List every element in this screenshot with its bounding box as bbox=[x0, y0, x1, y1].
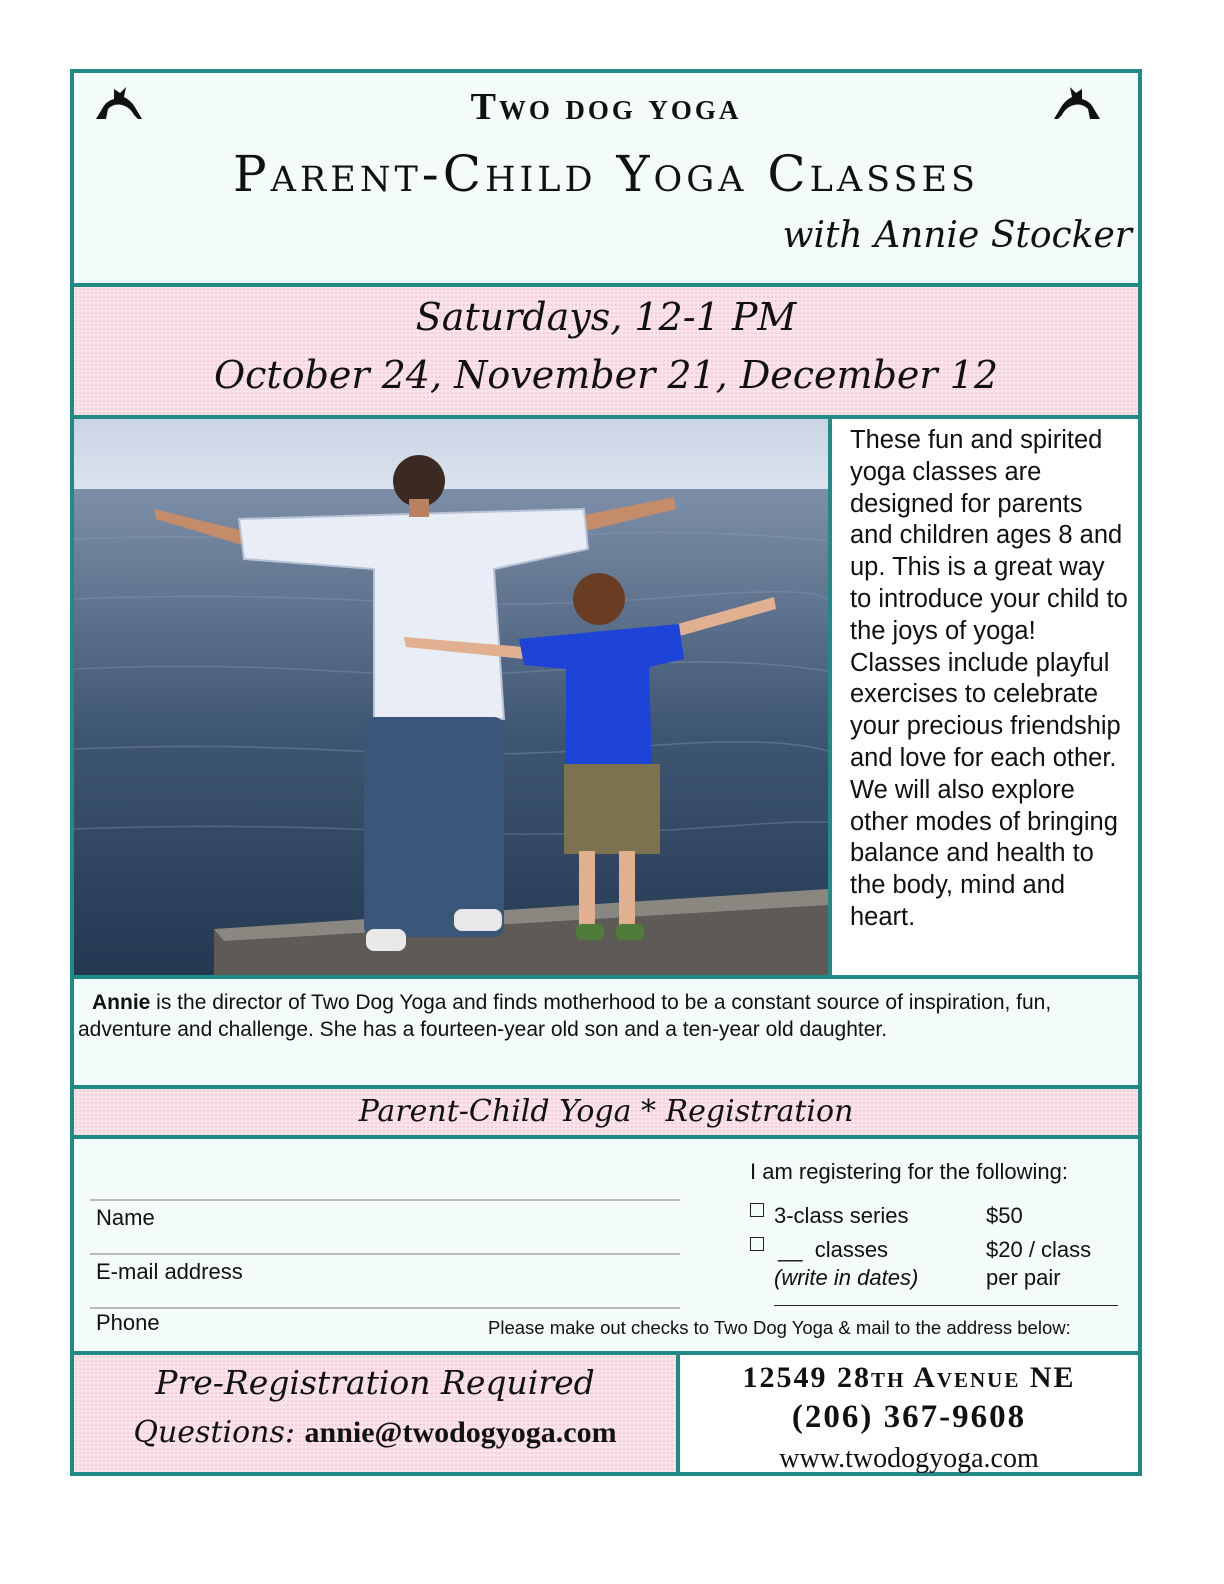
option1-checkbox[interactable] bbox=[750, 1203, 764, 1217]
contact-panel bbox=[676, 1351, 1142, 1476]
phone-number: (206) 367-9608 bbox=[791, 1399, 1027, 1435]
day-time: Saturdays, 12-1 PM bbox=[415, 295, 797, 339]
option1-label: 3-class series bbox=[774, 1203, 909, 1228]
questions-label: Questions: bbox=[133, 1415, 305, 1450]
option-divider bbox=[774, 1305, 1118, 1306]
instructor-line: with Annie Stocker bbox=[782, 215, 1132, 256]
parent-child-photo bbox=[74, 419, 828, 975]
prereg-required: Pre-Registration Required bbox=[155, 1363, 595, 1402]
bio-text: is the director of Two Dog Yoga and finds motherhood to be a constant source of inspiration, fun, adventure and challenge. She has a fourteen-year old son and a ten-year old daughter. bbox=[78, 991, 1052, 1041]
phone-line[interactable] bbox=[90, 1307, 680, 1309]
questions-line bbox=[74, 1415, 676, 1450]
registration-heading: I am registering for the following: bbox=[750, 1159, 1068, 1184]
option2-price: $20 / class bbox=[986, 1237, 1092, 1262]
description-panel bbox=[828, 415, 1142, 979]
bio-panel bbox=[70, 975, 1142, 1089]
email-label: E-mail address bbox=[96, 1259, 243, 1284]
website-link[interactable]: www.twodogyoga.com bbox=[779, 1443, 1039, 1474]
option2-label: __ classes bbox=[778, 1237, 889, 1262]
prereg-panel bbox=[70, 1351, 680, 1476]
class-description: These fun and spirited yoga classes are designed for parents and children ages 8 and up. This is a great way to introduce your child to the joys of yoga! Classes include playful exercises to celebrate your precious friendship and love for each other. We will also explore other modes of bringing balance and health to the body, mind and heart. bbox=[850, 426, 1128, 931]
registration-title: Parent-Child Yoga * Registration bbox=[70, 1085, 1142, 1139]
schedule-panel bbox=[70, 283, 1142, 419]
brand-name: Two dog yoga bbox=[470, 86, 742, 128]
option1-price: $50 bbox=[986, 1203, 1023, 1228]
flyer-title: Parent-Child Yoga Classes bbox=[233, 145, 979, 203]
flyer bbox=[70, 69, 1142, 1476]
street-address: 12549 28th Avenue NE bbox=[742, 1361, 1076, 1394]
option2-checkbox[interactable] bbox=[750, 1237, 764, 1251]
option2-price-sub: per pair bbox=[986, 1265, 1061, 1290]
registration-form bbox=[70, 1135, 1142, 1355]
phone-label: Phone bbox=[96, 1310, 160, 1335]
payment-note: Please make out checks to Two Dog Yoga & mail to the address below: bbox=[488, 1317, 1071, 1338]
name-label: Name bbox=[96, 1205, 155, 1230]
email-line[interactable] bbox=[90, 1253, 680, 1255]
name-line[interactable] bbox=[90, 1199, 680, 1201]
photo-panel bbox=[70, 415, 832, 979]
contact-email[interactable]: annie@twodogyoga.com bbox=[304, 1416, 617, 1449]
bio-name: Annie bbox=[92, 991, 151, 1014]
option2-sub: (write in dates) bbox=[774, 1265, 919, 1290]
class-dates: October 24, November 21, December 12 bbox=[213, 353, 998, 397]
header-panel bbox=[70, 69, 1142, 287]
